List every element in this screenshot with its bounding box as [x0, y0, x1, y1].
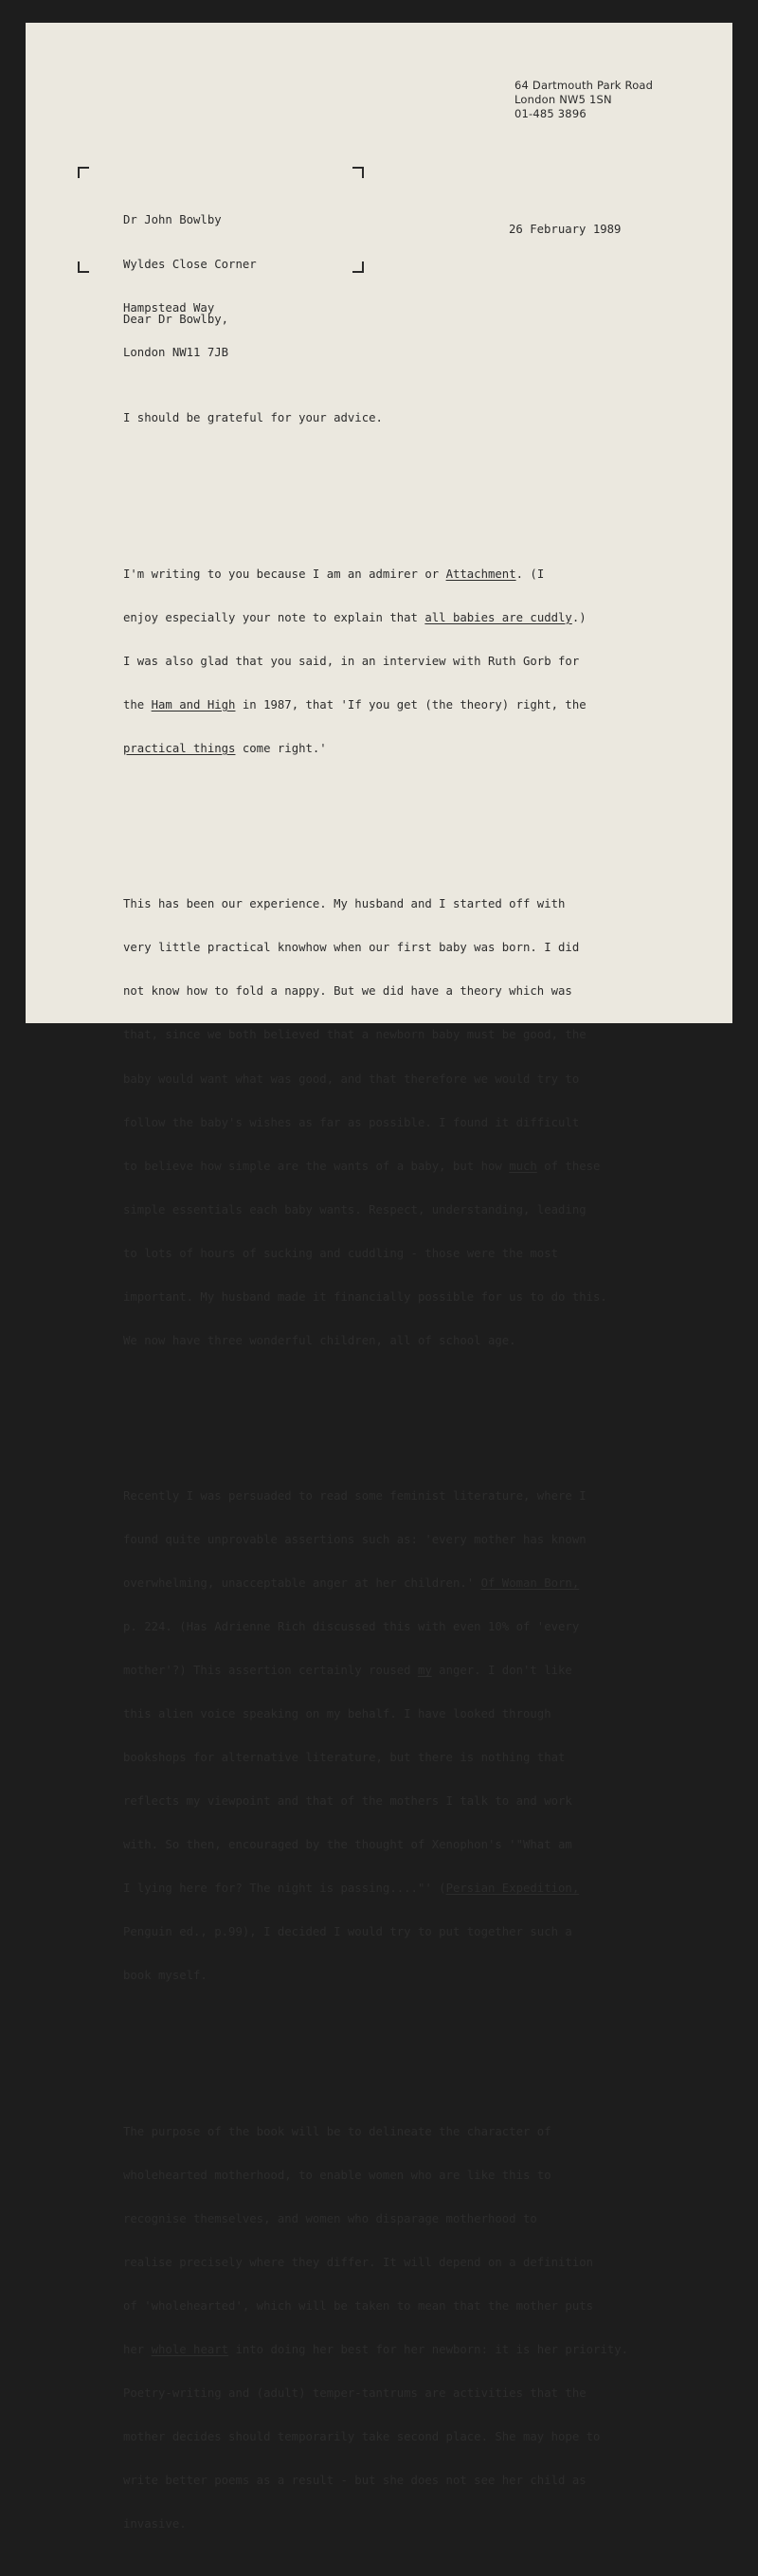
text-line: found quite unprovable assertions such as: 'every mother has known — [123, 1533, 587, 1547]
text-line: book myself. — [123, 1969, 208, 1983]
underlined-word: much — [509, 1159, 537, 1173]
text-line: follow the baby's wishes as far as possible. I found it difficult — [123, 1115, 580, 1129]
text-line — [123, 567, 628, 582]
text-line — [123, 1882, 628, 1896]
text-line: This has been our experience. My husband and I started off with — [123, 897, 566, 911]
text-line — [123, 2343, 628, 2357]
text-line — [123, 1160, 628, 1174]
text-line: not know how to fold a nappy. But we did have a theory which was — [123, 984, 572, 999]
text-line — [123, 1576, 628, 1591]
letterhead-city: London NW5 1SN — [514, 93, 612, 106]
text-line: p. 224. (Has Adrienne Rich discussed this with even 10% of 'every — [123, 1620, 580, 1634]
text-line: I should be grateful for your advice. — [123, 411, 383, 425]
paragraph-5 — [123, 2096, 628, 2561]
text-line: I was also glad that you said, in an interview with Ruth Gorb for — [123, 654, 580, 668]
recipient-street: Hampstead Way — [123, 301, 215, 315]
text-line: with. So then, encouraged by the thought of Xenophon's '"What am — [123, 1838, 572, 1852]
recipient-city: London NW11 7JB — [123, 345, 229, 359]
text-run: come right.' — [235, 741, 327, 755]
text-line: Penguin ed., p.99), I decided I would try to put together such a — [123, 1925, 572, 1939]
text-line: very little practical knowhow when our first baby was born. I did — [123, 941, 580, 955]
book-title-of-woman-born: Of Woman Born, — [480, 1576, 580, 1591]
text-run: I'm writing to you because I am an admirer or — [123, 567, 446, 581]
text-line — [123, 611, 628, 625]
address-window-mark-bottom-right — [352, 261, 364, 273]
address-window-mark-top-right — [352, 167, 364, 178]
recipient-house: Wyldes Close Corner — [123, 257, 257, 271]
newspaper-title: Ham and High — [151, 697, 236, 712]
salutation: Dear Dr Bowlby, — [123, 313, 229, 326]
paragraph-2 — [123, 538, 628, 785]
text-line: mother decides should temporarily take second place. She may hope to — [123, 2430, 601, 2444]
book-title-attachment: Attachment — [445, 567, 516, 581]
address-window-mark-top-left — [78, 167, 89, 178]
paragraph-1 — [123, 383, 628, 456]
text-line: The purpose of the book will be to delineate the character of — [123, 2124, 551, 2138]
underlined-phrase: whole heart — [151, 2343, 229, 2357]
text-run: mother'?) This assertion certainly roused — [123, 1664, 418, 1678]
text-run: in 1987, that 'If you get (the theory) right, the — [235, 697, 587, 712]
text-run: I lying here for? The night is passing...."' ( — [123, 1882, 446, 1896]
text-line: this alien voice speaking on my behalf. I have looked through — [123, 1707, 551, 1721]
text-line — [123, 698, 628, 712]
letterhead-street: 64 Dartmouth Park Road — [514, 79, 654, 92]
text-line: wholehearted motherhood, to enable women who are like this to — [123, 2168, 551, 2182]
text-line: that, since we both believed that a newborn baby must be good, the — [123, 1028, 587, 1042]
text-run: enjoy especially your note to explain that — [123, 610, 425, 624]
text-line: write better poems as a result - but she does not see her child as — [123, 2474, 587, 2488]
text-line: bookshops for alternative literature, but there is nothing that — [123, 1751, 566, 1765]
text-run: to believe how simple are the wants of a baby, but how — [123, 1159, 510, 1173]
address-window-mark-bottom-left — [78, 261, 89, 273]
paragraph-3 — [123, 869, 628, 1378]
text-line: to lots of hours of sucking and cuddling - those were the most — [123, 1246, 559, 1260]
underlined-phrase: practical things — [123, 741, 236, 755]
text-run: .) — [571, 610, 587, 624]
text-line: invasive. — [123, 2517, 187, 2531]
letter-date: 26 February 1989 — [509, 223, 622, 236]
text-line: of 'wholehearted', which will be taken to mean that the mother puts — [123, 2299, 594, 2314]
recipient-name: Dr John Bowlby — [123, 213, 222, 226]
text-run: the — [123, 697, 152, 712]
text-run: of these — [536, 1159, 601, 1173]
sender-letterhead — [514, 79, 653, 121]
book-title-persian-expedition: Persian Expedition, — [445, 1882, 580, 1896]
underlined-word: my — [417, 1664, 432, 1678]
text-run: anger. I don't like — [431, 1664, 572, 1678]
text-line: Poetry-writing and (adult) temper-tantrums are activities that the — [123, 2387, 587, 2401]
text-line — [123, 1664, 628, 1678]
text-run: into doing her best for her newborn: it is her priority. — [228, 2343, 629, 2357]
text-line: realise precisely where they differ. It will depend on a definition — [123, 2256, 594, 2269]
text-line: baby would want what was good, and that therefore we would try to — [123, 1072, 580, 1086]
paragraph-4 — [123, 1460, 628, 2012]
text-line: recognise themselves, and women who disparage motherhood to — [123, 2211, 537, 2225]
recipient-address — [123, 184, 257, 375]
text-line: reflects my viewpoint and that of the mothers I talk to and work — [123, 1794, 572, 1809]
text-run: her — [123, 2343, 152, 2357]
text-line: Recently I was persuaded to read some feminist literature, where I — [123, 1489, 587, 1504]
text-line — [123, 742, 628, 756]
text-line: important. My husband made it financially possible for us to do this. — [123, 1289, 607, 1304]
letter-body — [123, 353, 628, 2576]
text-line: We now have three wonderful children, all of school age. — [123, 1333, 516, 1347]
text-run: . (I — [515, 567, 545, 581]
text-line: simple essentials each baby wants. Respect, understanding, leading — [123, 1202, 587, 1216]
letterhead-phone: 01-485 3896 — [514, 107, 587, 120]
text-run: overwhelming, unacceptable anger at her children.' — [123, 1576, 481, 1591]
underlined-phrase: all babies are cuddly — [424, 610, 572, 624]
